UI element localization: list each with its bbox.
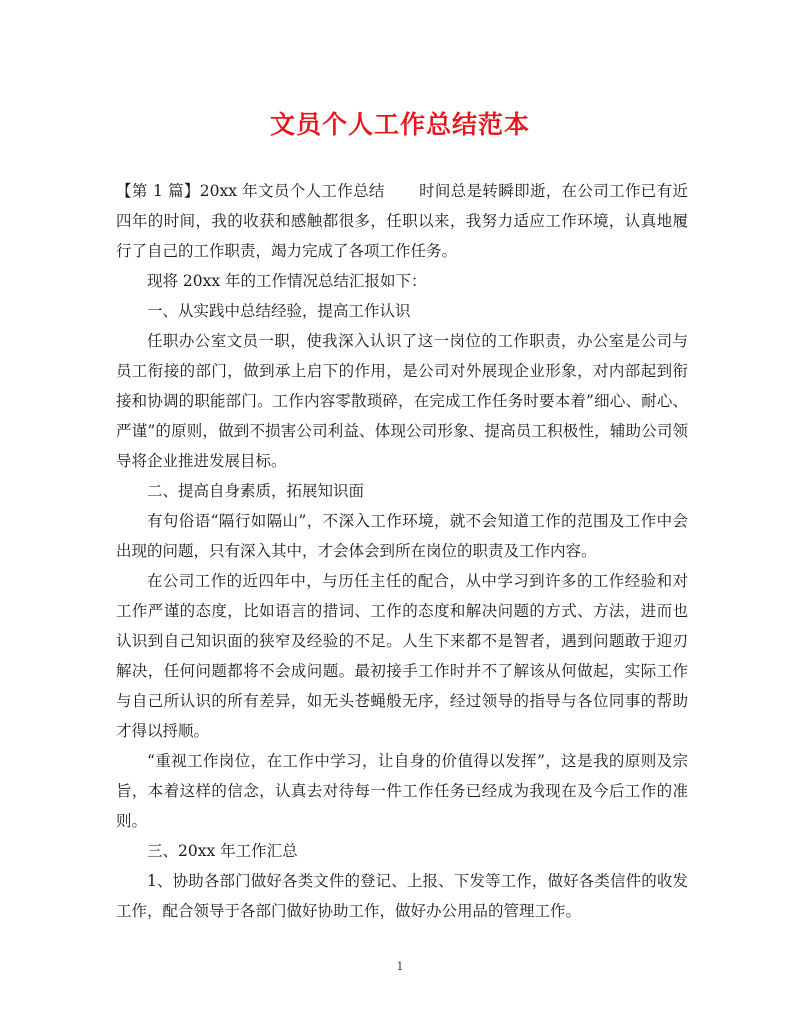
intro-rest: 时间总是转瞬即逝，在公司工作已有近四年的时间，我的收获和感触都很多，任职以来，我努力适应工作环境，认真地履行了自己的工作职责，竭力完成了各项工作任务。: [116, 182, 688, 260]
section-heading-3: 三、20xx 年工作汇总: [147, 842, 298, 860]
paragraph-section-1: 任职办公室文员一职，使我深入认识了这一岗位的工作职责，办公室是公司与员工衔接的部门，做到承上启下的作用，是公司对外展现企业形象，对内部起到衔接和协调的职能部门。工作内容零散琐碎，在完成工作任务时要本着”细心、耐心、严谨”的原则，做到不损害公司利益、体现公司形象、提高员工积极性，辅助公司领导将企业推进发展目标。: [116, 332, 688, 470]
paragraph-section-2a: 有句俗语“隔行如隔山”，不深入工作环境，就不会知道工作的范围及工作中会出现的问题，只有深入其中，才会体会到所在岗位的职责及工作内容。: [116, 512, 688, 560]
document-title: 文员个人工作总结范本: [269, 110, 530, 139]
paragraph-summary-intro: 现将 20xx 年的工作情况总结汇报如下：: [147, 272, 427, 290]
intro-lead: 【第 1 篇】20xx 年文员个人工作总结: [116, 182, 385, 200]
intro-paragraph: [116, 176, 688, 266]
paragraph-section-3-item-1: 1、协助各部门做好各类文件的登记、上报、下发等工作，做好各类信件的收发工作，配合领导于各部门做好协助工作，做好办公用品的管理工作。: [116, 872, 688, 920]
paragraph-section-2c: “重视工作岗位，在工作中学习，让自身的价值得以发挥”，这是我的原则及宗旨，本着这样的信念，认真去对待每一件工作任务已经成为我现在及今后工作的准则。: [116, 752, 688, 830]
paragraph-section-2b: 在公司工作的近四年中，与历任主任的配合，从中学习到许多的工作经验和对工作严谨的态度，比如语言的措词、工作的态度和解决问题的方式、方法，进而也认识到自己知识面的狭窄及经验的不足。人生下来都不是智者，遇到问题敢于迎刃解决，任何问题都将不会成问题。最初接手工作时并不了解该从何做起，实际工作与自己所认识的所有差异，如无头苍蝇般无序，经过领导的指导与各位同事的帮助才得以捋顺。: [116, 572, 688, 740]
page-number: 1: [396, 960, 404, 973]
section-heading-2: 二、提高自身素质，拓展知识面: [147, 482, 365, 500]
section-heading-1: 一、从实践中总结经验，提高工作认识: [147, 302, 411, 320]
document-body: [116, 176, 688, 926]
